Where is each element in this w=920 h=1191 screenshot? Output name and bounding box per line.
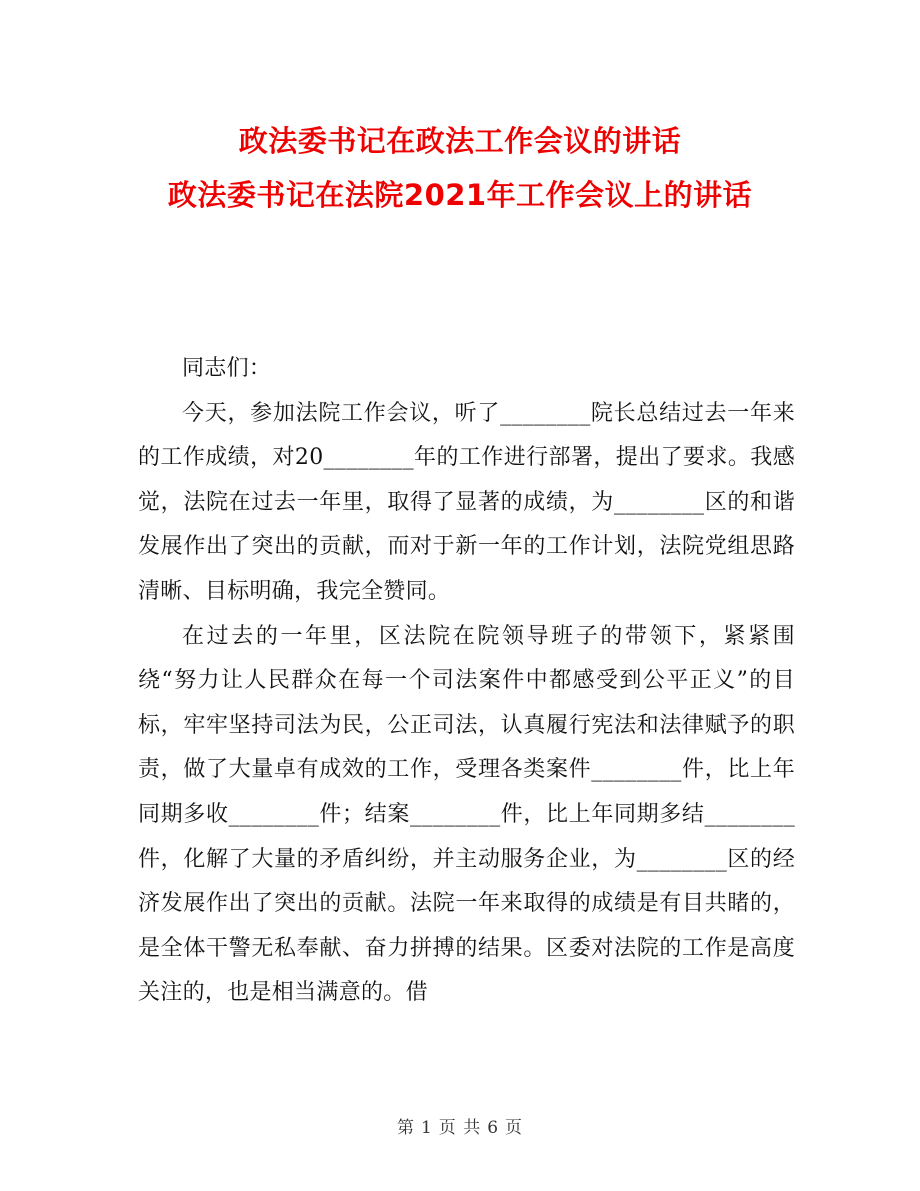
page-footer — [0, 1113, 920, 1138]
footer-middle: 页 共 — [438, 1118, 482, 1138]
document-body — [138, 347, 795, 1016]
paragraph-1: 今天，参加法院工作会议，听了________院长总结过去一年来的工作成绩，对20________年的工作进行部署，提出了要求。我感觉，法院在过去一年里，取得了显著的成绩，为________区的和谐发展作出了突出的贡献，而对于新一年的工作计划，法院党组思路清晰、目标明确，我完全赞同。 — [138, 400, 795, 604]
salutation: 同志们： — [182, 356, 272, 381]
footer-page-number: 1 — [420, 1118, 433, 1138]
title-line-1: 政法委书记在政法工作会议的讲话 — [238, 124, 682, 158]
title-line-2: 政法委书记在法院2021年工作会议上的讲话 — [167, 178, 753, 212]
footer-total-pages: 6 — [487, 1118, 500, 1138]
paragraph-2: 在过去的一年里，区法院在院领导班子的带领下，紧紧围绕“努力让人民群众在每一个司法案件中都感受到公平正义”的目标，牢牢坚持司法为民，公正司法，认真履行宪法和法律赋予的职责，做了大量卓有成效的工作，受理各类案件________件，比上年同期多收________件；结案________件，比上年同期多结________件，化解了大量的矛盾纠纷，并主动服务企业，为________区的经济发展作出了突出的贡献。法院一年来取得的成绩是有目共睹的，是全体干警无私奉献、奋力拼搏的结果。区委对法院的工作是高度关注的，也是相当满意的。借 — [138, 623, 795, 1006]
footer-suffix: 页 — [505, 1118, 524, 1138]
footer-prefix: 第 — [396, 1118, 415, 1138]
document-title — [0, 114, 920, 222]
